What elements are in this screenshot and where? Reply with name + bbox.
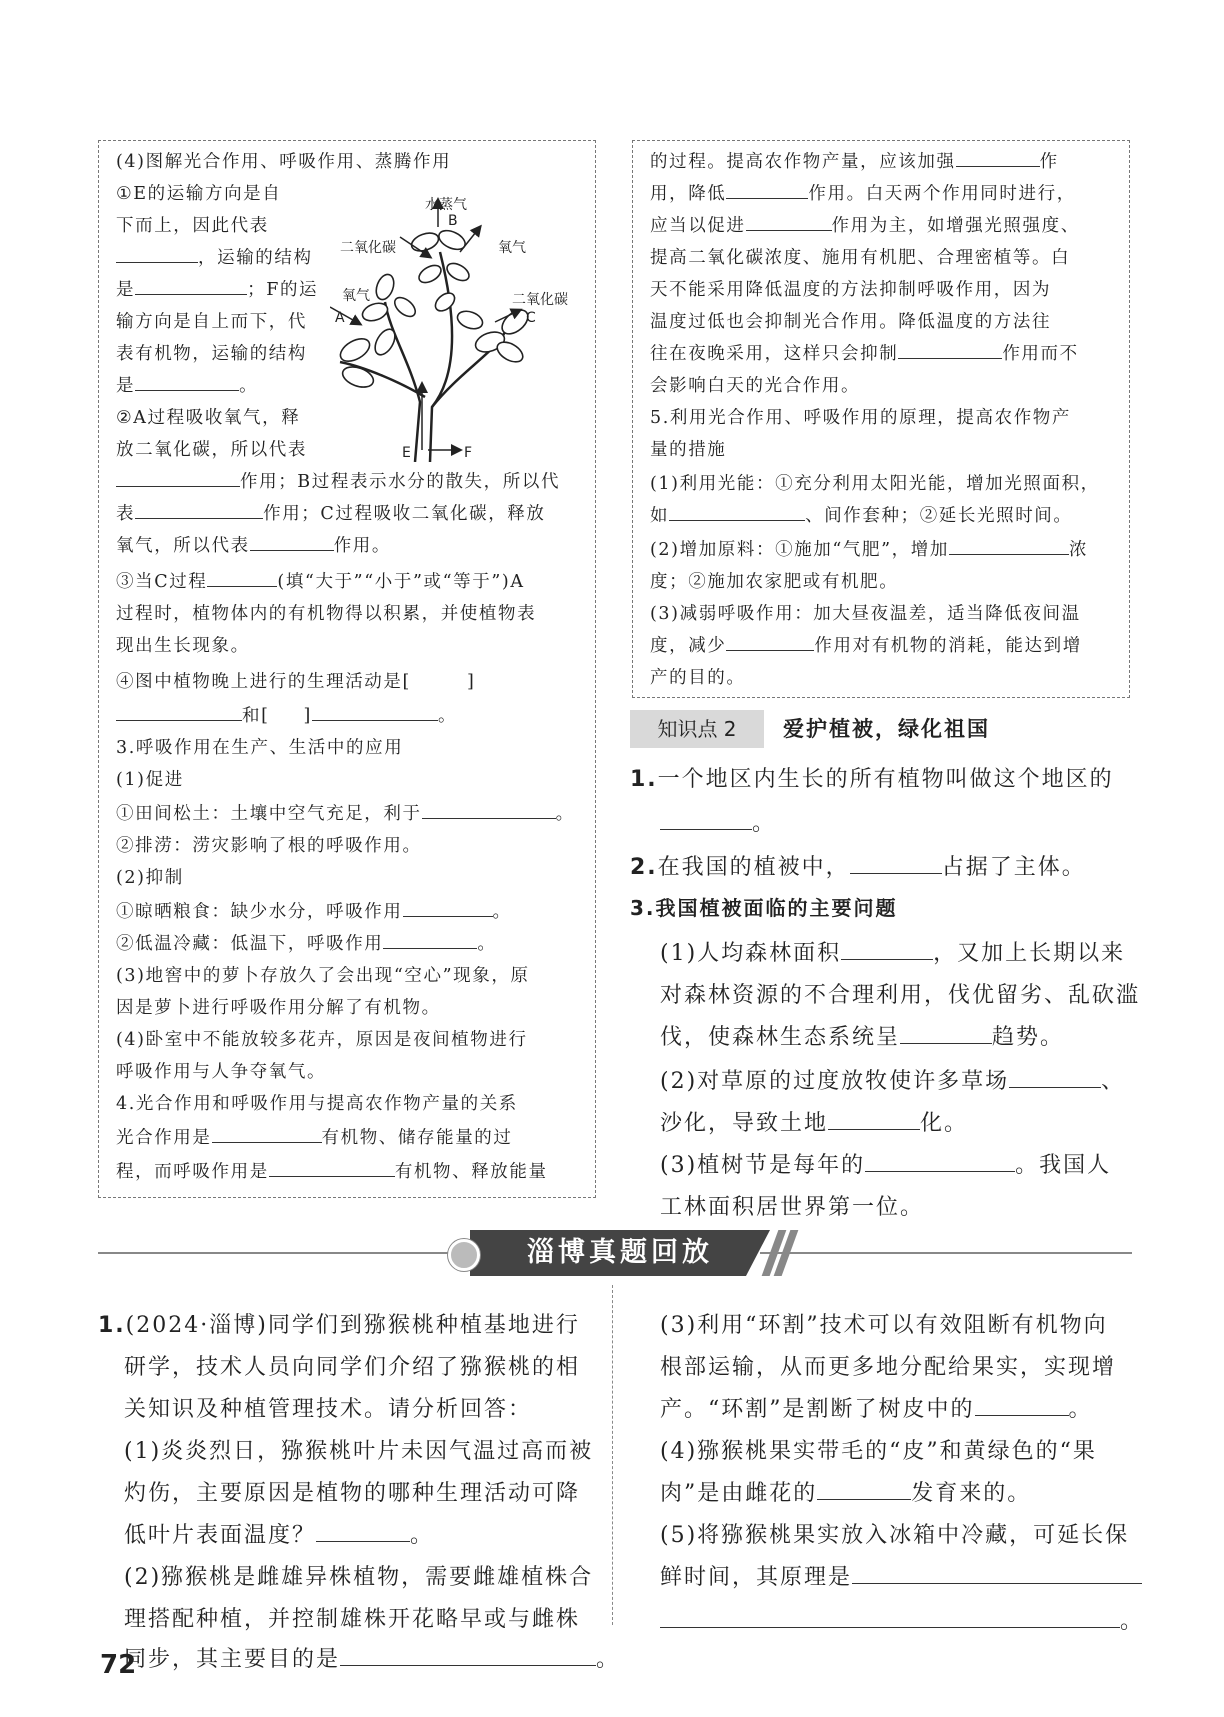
text-fragment: 。: [410, 1523, 435, 1548]
label-c: C: [526, 310, 536, 326]
text-fragment: 作用；C过程吸收二氧化碳，释放: [263, 504, 546, 524]
answer-blank[interactable]: [660, 807, 752, 830]
text-line: [650, 536, 1088, 561]
text-fragment: 的过程。提高农作物产量，应该加强: [650, 152, 956, 172]
text-line: [116, 1158, 548, 1183]
label-oxygen-left: 氧气: [342, 288, 370, 304]
text-fragment: ④图中植物晚上进行的生理活动是[: [116, 672, 411, 692]
text-fragment: (2)增加原料：①施加“气肥”，增加: [650, 540, 949, 560]
answer-blank[interactable]: [850, 851, 942, 874]
question-number: 2.: [630, 855, 658, 880]
text-line: [650, 502, 1073, 527]
text-fragment: (1)人均森林面积: [660, 941, 842, 966]
plant-stem: [430, 252, 452, 462]
section-divider-right: [760, 1252, 1132, 1254]
text-fragment: 用，降低: [650, 184, 727, 204]
text-line: 下而上，因此代表: [116, 216, 269, 236]
answer-blank[interactable]: [135, 277, 247, 295]
answer-blank[interactable]: [726, 181, 808, 199]
text-fragment: 光合作用是: [116, 1128, 212, 1148]
text-fragment: 是: [116, 376, 136, 396]
answer-blank[interactable]: [269, 1159, 395, 1177]
text-fragment: 发育来的。: [911, 1481, 1032, 1506]
text-fragment: ；F的运: [247, 280, 319, 300]
text-fragment: 程，而呼吸作用是: [116, 1162, 269, 1182]
text-line: (5)将猕猴桃果实放入冰箱中冷藏，可延长保: [660, 1523, 1130, 1548]
text-line: [660, 936, 1125, 967]
text-line: [116, 800, 575, 825]
text-fragment: 、间作套种；②延长光照时间。: [805, 506, 1073, 526]
answer-blank[interactable]: [956, 149, 1040, 167]
text-fragment: ]: [303, 706, 312, 726]
text-fragment: 是: [116, 280, 136, 300]
text-line: [650, 148, 1059, 173]
knowledge-point-title: 爱护植被，绿化祖国: [783, 717, 990, 741]
answer-blank[interactable]: [135, 373, 239, 391]
text-line: [116, 898, 512, 923]
text-line: [116, 468, 560, 493]
answer-blank[interactable]: [116, 469, 240, 487]
text-fragment: 产。“环割”是割断了树皮中的: [660, 1397, 975, 1422]
text-fragment: 化。: [920, 1111, 969, 1136]
text-fragment: 。: [1068, 1397, 1093, 1422]
label-water-vapor: 水蒸气: [425, 197, 467, 213]
text-line: [660, 1604, 1144, 1635]
question-number: 3.: [630, 896, 656, 920]
text-line: 放二氧化碳，所以代表: [116, 440, 307, 460]
text-line: 灼伤，主要原因是植物的哪种生理活动可降: [124, 1481, 581, 1506]
text-line: (1)利用光能：①充分利用太阳光能，增加光照面积，: [650, 474, 1100, 494]
text-fragment: 我国植被面临的主要问题: [655, 896, 898, 920]
text-line: [116, 568, 525, 593]
plant-stem: [385, 302, 420, 462]
answer-blank[interactable]: [312, 703, 438, 721]
text-fragment: 一个地区内生长的所有植物叫做这个地区的: [657, 767, 1114, 792]
answer-blank[interactable]: [975, 1393, 1069, 1416]
text-line: [660, 1064, 1125, 1095]
text-fragment: 低叶片表面温度？: [124, 1523, 317, 1548]
answer-blank[interactable]: [383, 931, 477, 949]
text-line: 3.呼吸作用在生产、生活中的应用: [116, 738, 404, 758]
text-fragment: 趋势。: [992, 1025, 1065, 1050]
answer-blank[interactable]: [726, 633, 814, 651]
text-fragment: 在我国的植被中，: [657, 855, 850, 880]
text-line: [116, 1124, 513, 1149]
text-line: 根部运输，从而更多地分配给果实，实现增: [660, 1355, 1117, 1380]
label-co2-right: 二氧化碳: [512, 292, 568, 308]
text-line: 产的目的。: [650, 668, 746, 688]
answer-blank[interactable]: [865, 1149, 1015, 1172]
text-line: (4)图解光合作用、呼吸作用、蒸腾作用: [116, 152, 452, 172]
text-line: [660, 1106, 968, 1137]
answer-blank[interactable]: [212, 1125, 322, 1143]
text-line: [650, 340, 1079, 365]
text-line: (4)猕猴桃果实带毛的“皮”和黄绿色的“果: [660, 1439, 1097, 1464]
question-1: [630, 762, 1114, 793]
answer-blank[interactable]: [660, 1605, 1120, 1628]
text-fragment: 作用而不: [1002, 344, 1079, 364]
text-line: [116, 372, 258, 397]
text-line: [116, 276, 318, 301]
text-fragment: 作用。白天两个作用同时进行，: [808, 184, 1076, 204]
text-fragment: 伐，使森林生态系统呈: [660, 1025, 901, 1050]
exam-question-1: [98, 1308, 580, 1339]
text-line: [116, 244, 313, 269]
text-fragment: 。: [1120, 1609, 1145, 1634]
question-2: [630, 850, 1086, 881]
text-line: 5.利用光合作用、呼吸作用的原理，提高农作物产: [650, 408, 1071, 428]
text-line: (3)地窖中的萝卜存放久了会出现“空心”现象，原: [116, 966, 530, 986]
text-line: 温度过低也会抑制光合作用。降低温度的方法往: [650, 312, 1052, 332]
text-fragment: 。: [492, 902, 512, 922]
text-line: ②A过程吸收氧气，释: [116, 408, 301, 428]
text-fragment: 度，减少: [650, 636, 727, 656]
text-fragment: 应当以促进: [650, 216, 746, 236]
question-number: 1.: [98, 1313, 126, 1338]
text-fragment: 。: [596, 1647, 621, 1672]
column-divider: [612, 1285, 613, 1625]
label-co2-left: 二氧化碳: [340, 240, 396, 256]
text-line: [116, 702, 457, 727]
text-line: 关知识及种植管理技术。请分析回答：: [124, 1397, 533, 1422]
page-number: 72: [100, 1650, 137, 1680]
text-fragment: (2024·淄博)同学们到猕猴桃种植基地进行: [125, 1313, 580, 1338]
text-line: 会影响白天的光合作用。: [650, 376, 861, 396]
text-fragment: 作用。: [333, 536, 392, 556]
text-fragment: (填“大于”“小于”或“等于”)A: [277, 572, 525, 592]
answer-blank[interactable]: [669, 503, 805, 521]
text-fragment: ]: [466, 672, 476, 692]
text-line: [660, 1560, 1142, 1591]
text-line: 理搭配种植，并控制雄株开花略早或与雌株: [124, 1607, 581, 1632]
text-line: [650, 212, 1080, 237]
text-line: [650, 632, 1082, 657]
answer-blank[interactable]: [898, 341, 1002, 359]
label-f: F: [464, 445, 473, 461]
text-fragment: 。: [477, 934, 497, 954]
text-line: (1)炎炎烈日，猕猴桃叶片未因气温过高而被: [124, 1439, 594, 1464]
text-fragment: 。: [239, 376, 259, 396]
answer-blank[interactable]: [340, 1643, 596, 1666]
text-line: [660, 806, 776, 837]
answer-blank[interactable]: [841, 937, 933, 960]
text-line: [660, 1392, 1093, 1423]
text-line: 对森林资源的不合理利用，伐优留劣、乱砍滥: [660, 983, 1141, 1008]
text-line: (2)抑制: [116, 868, 184, 888]
text-fragment: 作: [1039, 152, 1059, 172]
text-line: 呼吸作用与人争夺氧气。: [116, 1062, 327, 1082]
text-fragment: ①晾晒粮食：缺少水分，呼吸作用: [116, 902, 403, 922]
text-fragment: 沙化，导致土地: [660, 1111, 829, 1136]
answer-blank[interactable]: [746, 213, 832, 231]
answer-blank[interactable]: [949, 537, 1069, 555]
text-fragment: 、: [1101, 1069, 1126, 1094]
answer-blank[interactable]: [422, 801, 556, 819]
text-fragment: ③当C过程: [116, 572, 208, 592]
text-line: 因是萝卜进行呼吸作用分解了有机物。: [116, 998, 441, 1018]
answer-blank[interactable]: [116, 703, 242, 721]
text-fragment: ①田间松土：土壤中空气充足，利于: [116, 804, 422, 824]
answer-blank[interactable]: [852, 1561, 1142, 1584]
answer-blank[interactable]: [316, 1519, 410, 1542]
text-line: ①E的运输方向是自: [116, 184, 282, 204]
label-oxygen-right: 氧气: [498, 240, 526, 256]
label-b: B: [448, 213, 458, 229]
text-fragment: ，运输的结构: [198, 248, 313, 268]
label-e: E: [402, 445, 411, 461]
text-fragment: ②低温冷藏：低温下，呼吸作用: [116, 934, 384, 954]
text-line: (3)利用“环割”技术可以有效阻断有机物向: [660, 1313, 1108, 1338]
answer-blank[interactable]: [135, 501, 263, 519]
text-line: (1)促进: [116, 770, 184, 790]
answer-blank[interactable]: [817, 1477, 911, 1500]
text-fragment: 有机物、释放能量: [394, 1162, 548, 1182]
text-fragment: 表: [116, 504, 136, 524]
answer-blank[interactable]: [403, 899, 493, 917]
text-line: [650, 180, 1076, 205]
text-fragment: 浓: [1068, 540, 1089, 560]
text-line: 现出生长现象。: [116, 636, 250, 656]
text-line: 过程时，植物体内的有机物得以积累，并使植物表: [116, 604, 537, 624]
text-line: [116, 668, 475, 693]
answer-blank[interactable]: [116, 245, 198, 263]
answer-blank[interactable]: [900, 1021, 992, 1044]
text-fragment: 和[: [242, 706, 270, 726]
text-line: ②排涝：涝灾影响了根的呼吸作用。: [116, 836, 422, 856]
text-line: [116, 532, 391, 557]
text-fragment: 。: [437, 706, 458, 726]
answer-blank[interactable]: [1009, 1065, 1101, 1088]
text-line: [660, 1020, 1064, 1051]
text-fragment: 同步，其主要目的是: [124, 1647, 341, 1672]
question-3: [630, 892, 898, 921]
text-fragment: (2)对草原的过度放牧使许多草场: [660, 1069, 1010, 1094]
question-number: 1.: [630, 767, 658, 792]
text-line: 度；②施加农家肥或有机肥。: [650, 572, 899, 592]
text-fragment: 。我国人: [1015, 1153, 1112, 1178]
text-fragment: 有机物、储存能量的过: [321, 1128, 513, 1148]
banner-circle-icon: [448, 1239, 480, 1271]
text-fragment: 鲜时间，其原理是: [660, 1565, 853, 1590]
text-line: 4.光合作用和呼吸作用与提高农作物产量的关系: [116, 1094, 518, 1114]
text-fragment: 。: [752, 811, 777, 836]
text-line: (3)减弱呼吸作用：加大昼夜温差，适当降低夜间温: [650, 604, 1081, 624]
text-line: [660, 1476, 1031, 1507]
text-line: 研学，技术人员向同学们介绍了猕猴桃的相: [124, 1355, 581, 1380]
label-a: A: [335, 310, 345, 326]
knowledge-point-tag: 知识点 2: [630, 710, 764, 748]
text-fragment: 氧气，所以代表: [116, 536, 250, 556]
text-fragment: 作用；B过程表示水分的散失，所以代: [240, 472, 561, 492]
answer-blank[interactable]: [250, 533, 334, 551]
section-divider-left: [98, 1252, 478, 1254]
text-line: (4)卧室中不能放较多花卉，原因是夜间植物进行: [116, 1030, 528, 1050]
text-fragment: 占据了主体。: [941, 855, 1086, 880]
text-line: 量的措施: [650, 440, 727, 460]
text-line: [660, 1148, 1111, 1179]
text-fragment: 往在夜晚采用，这样只会抑制: [650, 344, 899, 364]
text-fragment: 作用为主，如增强光照强度、: [831, 216, 1080, 236]
text-line: (2)猕猴桃是雌雄异株植物，需要雌雄植株合: [124, 1565, 594, 1590]
text-fragment: 作用对有机物的消耗，能达到增: [814, 636, 1082, 656]
text-fragment: 如: [650, 506, 670, 526]
section-title: 淄博真题回放: [527, 1237, 713, 1268]
text-line: 工林面积居世界第一位。: [660, 1195, 925, 1220]
text-line: 表有机物，运输的结构: [116, 344, 307, 364]
text-fragment: ，又加上长期以来: [933, 941, 1126, 966]
text-line: 提高二氧化碳浓度、施用有机肥、合理密植等。白: [650, 248, 1071, 268]
answer-blank[interactable]: [207, 569, 277, 587]
answer-blank[interactable]: [828, 1107, 920, 1130]
plant-diagram: [330, 192, 600, 462]
text-fragment: (3)植树节是每年的: [660, 1153, 866, 1178]
text-line: [116, 500, 546, 525]
text-fragment: 。: [555, 804, 575, 824]
text-line: 输方向是自上而下，代: [116, 312, 307, 332]
text-line: [116, 930, 497, 955]
text-line: 天不能采用降低温度的方法抑制呼吸作用，因为: [650, 280, 1052, 300]
text-line: [124, 1642, 620, 1673]
text-fragment: 肉”是由雌花的: [660, 1481, 818, 1506]
text-line: [124, 1518, 434, 1549]
